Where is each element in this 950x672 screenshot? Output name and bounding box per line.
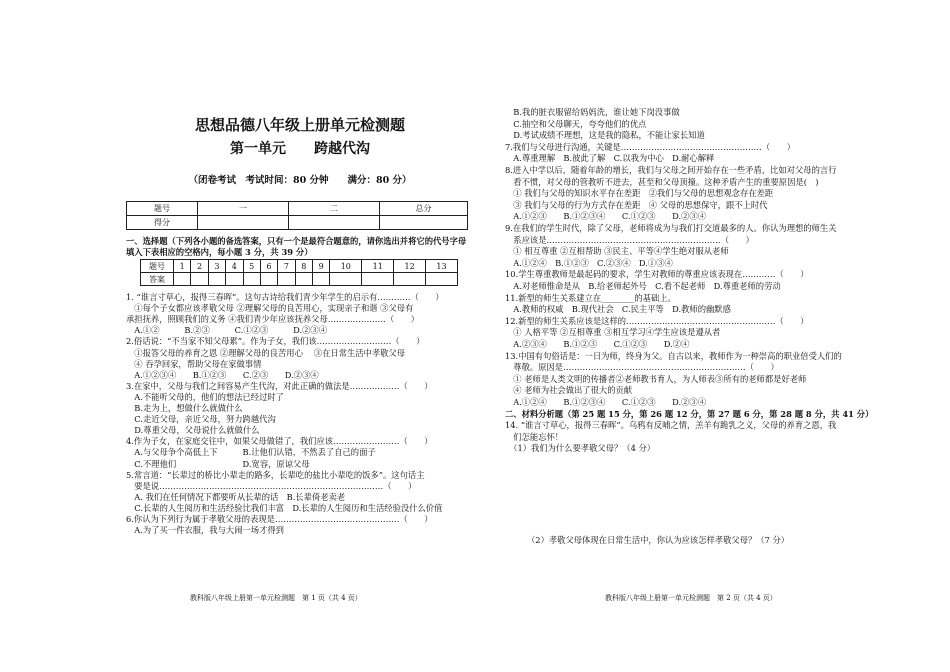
- answer-header-cell: 10: [330, 260, 362, 273]
- question-line: C.不理他们 D.宽容，原谅父母: [126, 458, 310, 469]
- score-header-cell: 总分: [380, 202, 468, 216]
- score-cell[interactable]: [380, 216, 468, 230]
- question-line: ①每个子女都应该孝敬父母 ②理解父母的良苦用心，实现亲子和谐 ③父母有: [126, 303, 414, 314]
- section1-header-line1: 一、选择题（下列各小题的备选答案，只有一个是最符合题意的，请你选出并将它的代号字母: [126, 236, 467, 246]
- question-line: B.我的脏衣服留给妈妈洗，谁让她下岗没事做: [505, 107, 680, 117]
- question-line: （1）我们为什么要孝敬父母？（4 分）: [505, 443, 656, 454]
- question-line: A.①②④ B.①②③ C.②③④ D.①③④: [505, 257, 673, 268]
- answer-cell[interactable]: [226, 273, 243, 286]
- answer-header-cell: 8: [295, 260, 312, 273]
- score-header-cell: 一: [198, 202, 289, 216]
- question-line: 8.进入中学以后，随着年龄的增长，我们与父母之间开始存在一些矛盾，比如对父母的言行: [505, 165, 837, 175]
- question-line: A.①②③ B.①②③④ C.①②③ D.②③④: [505, 211, 706, 222]
- question-line: A. 我们在任何情况下都要听从长辈的话 B.长辈倚老卖老: [126, 491, 346, 502]
- answer-label-cell: 答案: [141, 273, 174, 286]
- answer-header-cell: 5: [243, 260, 260, 273]
- score-cell[interactable]: [289, 216, 380, 230]
- answer-header-cell: 11: [362, 260, 394, 273]
- question-line: 5.常言道：“长辈过的桥比小辈走的路多，长辈吃的盐比小辈吃的饭多”。这句话主: [126, 469, 425, 480]
- exam-info: （闭卷考试 考试时间：80 分钟 满分：80 分）: [188, 175, 412, 186]
- answer-cell[interactable]: [260, 273, 277, 286]
- question-line: 11.新型的师生关系建立在________的基础上。: [505, 292, 676, 303]
- question-line: ④ 老师为社会做出了很大的贡献: [505, 385, 633, 396]
- answer-header-cell: 2: [191, 260, 208, 273]
- answer-cell[interactable]: [394, 273, 426, 286]
- question-line: 4.作为子女，在家庭交往中，如果父母做错了，我们应该……………………（ ）: [126, 436, 433, 447]
- answer-cell[interactable]: [426, 273, 458, 286]
- question-line: A.不能听父母的，他们的想法已经过时了: [126, 391, 284, 402]
- answer-cell[interactable]: [295, 273, 312, 286]
- answer-header-cell: 13: [426, 260, 458, 273]
- question-line: C.长辈的人生阅历和生活经验比我们丰富 D.长辈的人生阅历和生活经验没什么价值: [126, 502, 443, 513]
- question-line: 承担抚养，照顾我们的义务 ④我们青少年应该抚养父母…………………（ ）: [126, 314, 420, 325]
- question-line: 尊敬。原因是…………………………………………………………（ ）: [505, 362, 779, 373]
- question-line: ① 相互尊重 ②互相帮助 ③民主、平等④学生绝对服从老师: [505, 246, 729, 257]
- answer-header-cell: 9: [313, 260, 330, 273]
- question-line: ①报答父母的养育之恩 ②理解父母的良苦用心 ③在日常生活中孝敬父母: [126, 347, 406, 358]
- answer-header-cell: 6: [260, 260, 277, 273]
- answer-header-cell: 3: [208, 260, 225, 273]
- question-line: D.尊重父母，父母说什么就做什么: [126, 425, 260, 436]
- question-line: 6.你认为下列行为属于孝敬父母的表现是………………………………………（ ）: [126, 514, 433, 524]
- question-line: A.教师的权威 B.现代社会 C.民主平等 D.教师的幽默感: [505, 304, 731, 315]
- question-line: 系应该是………………………………………………………（ ）: [505, 234, 754, 245]
- question-line: A.①②④ B.①②③④ C.①②③ D.②③④: [505, 397, 706, 407]
- answer-header-cell: 1: [174, 260, 191, 273]
- score-cell[interactable]: [198, 216, 289, 230]
- question-line: A.为了买一件衣服，我与大闹一场才得到: [126, 525, 284, 536]
- answer-header-cell: 题号: [141, 260, 174, 273]
- question-line: B.走为上，想做什么就做什么: [126, 403, 243, 413]
- answer-cell[interactable]: [330, 273, 362, 286]
- question-line: 们怎能忘怀！: [505, 431, 564, 442]
- question-line: A.与父母争个高低上下 B.让他们认错，不然丢了自己的面子: [126, 447, 376, 458]
- question-line: 13.中国有句俗话是：一日为师，终身为父。自古以来，教师作为一种崇高的职业倍受人们的: [505, 350, 842, 361]
- question-line: 14. “谁言寸草心，报得三春晖”。乌鸦有反哺之情，羔羊有跪乳之义，父母的养育之恩，我: [505, 420, 837, 431]
- question-line: ① 人格平等 ②互相尊重 ③相互学习④学生应该是遵从者: [505, 327, 721, 338]
- question-line: C.走近父母，亲近父母，努力跨越代沟: [126, 414, 276, 425]
- answer-cell[interactable]: [191, 273, 208, 286]
- question-line: 9.在我们的学生时代，除了父母，老师将成为与我们打交道最多的人。你认为理想的师生关: [505, 223, 837, 233]
- question-line: A.对老师惟命是从 B.给老师起外号 C.看不起老师 D.尊重老师的劳动: [505, 281, 781, 291]
- question-line: A.尊重理解 B.彼此了解 C.以我为中心 D.耐心解释: [505, 153, 715, 164]
- question-line: ① 老师是人类文明的传播者②老师教书育人，为人师表③所有的老师都是好老师: [505, 373, 807, 384]
- question-line: A.②③④ B.①②③ C.①②③ D.②④: [505, 339, 690, 349]
- answer-header-cell: 4: [226, 260, 243, 273]
- question-line: D.考试成绩不理想，这是我的隐私，不能让家长知道: [505, 130, 705, 141]
- question-line: 7.我们与父母进行沟通，关键是……………………………………………（ ）: [505, 141, 796, 152]
- question-14-part-2: （2）孝敬父母体现在日常生活中，你认为应该怎样孝敬父母？（7 分）: [527, 535, 790, 545]
- score-header-cell: 题号: [127, 202, 198, 216]
- question-line: 12.新型的师生关系应该是这样的………………………………………………（ ）: [505, 315, 809, 326]
- score-table: [126, 201, 468, 230]
- question-line: ① 我们与父母的知识水平存在差距 ②我们与父母的思想观念存在差距: [505, 188, 774, 199]
- question-line: A.①② B.②③ C.①②③ D.②③④: [126, 325, 327, 336]
- answer-cell[interactable]: [243, 273, 260, 286]
- answer-table: [140, 259, 458, 286]
- question-line: 看不惯，对父母的管教听不进去，甚至和父母顶撞。这种矛盾产生的重要原因是( ): [505, 176, 819, 187]
- question-line: 要是说………………………………………………………………………（ ）: [126, 480, 417, 491]
- footer-right: 教科版八年级上册第一单元检测题 第 2 页（共 4 页）: [605, 594, 777, 602]
- score-label-cell: 得分: [127, 216, 198, 230]
- answer-cell[interactable]: [174, 273, 191, 286]
- section1-header-line2: 填入下表相应的空格内，每小题 3 分，共 39 分）: [126, 247, 313, 257]
- footer-left: 教科版八年级上册第一单元检测题 第 1 页（共 4 页）: [190, 594, 362, 602]
- score-header-cell: 二: [289, 202, 380, 216]
- answer-cell[interactable]: [278, 273, 295, 286]
- page-title: 思想品德八年级上册单元检测题: [194, 116, 405, 134]
- unit-title: 第一单元 跨越代沟: [230, 141, 370, 157]
- answer-cell[interactable]: [362, 273, 394, 286]
- question-line: ④ 吞孕回家，帮助父母在家做事情: [126, 358, 262, 369]
- right-page: [475, 0, 950, 672]
- answer-cell[interactable]: [313, 273, 330, 286]
- question-line: A.①②③④ B.①②③ C.②③ D.②③④: [126, 369, 319, 380]
- answer-header-cell: 12: [394, 260, 426, 273]
- question-line: C.抽空和父母聊天，夸夸他们的优点: [505, 118, 647, 129]
- answer-header-cell: 7: [278, 260, 295, 273]
- question-line: 2.俗话说：“不当家不知父母累”。作为子女，我们该………………………（ ）: [126, 336, 425, 347]
- question-line: 3.在家中，父母与我们之间容易产生代沟，对此正确的做法是………………（ ）: [126, 380, 433, 391]
- question-line: 10.学生尊重教师是最起码的要求，学生对教师的尊重应该表现在…………（ ）: [505, 269, 809, 280]
- question-line: 1. “谁言寸草心，报得三春晖”。这句古诗给我们青少年学生的启示有…………（ ）: [126, 292, 444, 302]
- question-line: ③ 我们与父母的行为方式存在差距 ④ 父母的思想保守，跟不上时代: [505, 199, 768, 210]
- answer-cell[interactable]: [208, 273, 225, 286]
- question-line: 二、材料分析题（第 25 题 15 分，第 26 题 12 分，第 27 题 6 分，第 28 题 8 分，共 41 分）: [505, 408, 874, 419]
